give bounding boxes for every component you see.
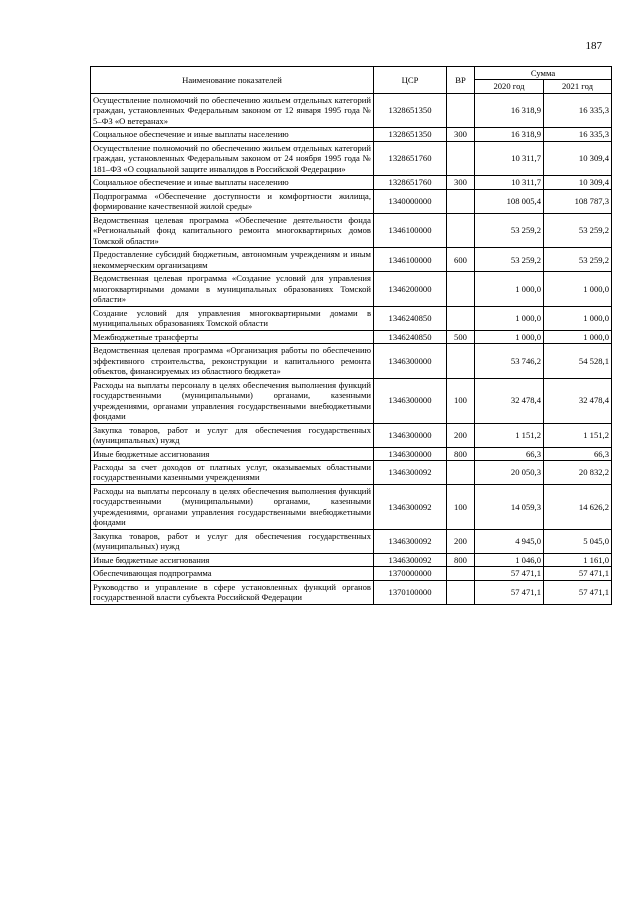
- table-row: [91, 306, 612, 330]
- row-name: Социальное обеспечение и иные выплаты населению: [91, 176, 374, 189]
- row-name: Осуществление полномочий по обеспечению жильем отдельных категорий граждан, установленных Федеральным законом от 12 января 1995 года № 5–ФЗ «О ветеранах»: [91, 93, 374, 127]
- budget-table: [90, 66, 612, 605]
- row-sum-2020: 57 471,1: [475, 567, 544, 580]
- row-sum-2021: 54 528,1: [544, 344, 612, 378]
- row-sum-2020: 1 151,2: [475, 423, 544, 447]
- table-row: [91, 128, 612, 141]
- row-csr: 1346200000: [374, 272, 447, 306]
- table-row: [91, 447, 612, 460]
- table-row: [91, 580, 612, 604]
- table-row: [91, 330, 612, 343]
- table-row: [91, 93, 612, 127]
- row-sum-2020: 1 046,0: [475, 553, 544, 566]
- row-vr: [447, 460, 475, 484]
- row-csr: 1328651760: [374, 176, 447, 189]
- row-sum-2020: 1 000,0: [475, 330, 544, 343]
- row-name: Ведомственная целевая программа «Создание условий для управления многоквартирными домами в муниципальных образованиях Томской области»: [91, 272, 374, 306]
- row-csr: 1346300092: [374, 529, 447, 553]
- row-vr: 200: [447, 423, 475, 447]
- row-name: Подпрограмма «Обеспечение доступности и комфортности жилища, формирование качественной жилой среды»: [91, 189, 374, 213]
- table-row: [91, 248, 612, 272]
- row-csr: 1346300000: [374, 423, 447, 447]
- row-name: Осуществление полномочий по обеспечению жильем отдельных категорий граждан, установленных Федеральным законом от 24 ноября 1995 года № 181–ФЗ «О социальной защите инвалидов в Российской Федерации»: [91, 141, 374, 175]
- row-sum-2021: 108 787,3: [544, 189, 612, 213]
- row-sum-2020: 16 318,9: [475, 93, 544, 127]
- row-csr: 1370100000: [374, 580, 447, 604]
- row-name: Обеспечивающая подпрограмма: [91, 567, 374, 580]
- row-vr: 200: [447, 529, 475, 553]
- row-vr: 600: [447, 248, 475, 272]
- row-sum-2020: 20 050,3: [475, 460, 544, 484]
- table-row: [91, 272, 612, 306]
- row-csr: 1346100000: [374, 213, 447, 247]
- row-vr: 800: [447, 447, 475, 460]
- row-sum-2020: 1 000,0: [475, 306, 544, 330]
- row-sum-2020: 57 471,1: [475, 580, 544, 604]
- row-sum-2021: 1 000,0: [544, 330, 612, 343]
- table-body: [91, 93, 612, 604]
- row-sum-2021: 10 309,4: [544, 176, 612, 189]
- row-name: Предоставление субсидий бюджетным, автономным учреждениям и иным некоммерческим организациям: [91, 248, 374, 272]
- header-csr: ЦСР: [374, 67, 447, 94]
- row-vr: [447, 567, 475, 580]
- row-vr: [447, 93, 475, 127]
- row-name: Ведомственная целевая программа «Организация работы по обеспечению эффективного строительства, реконструкции и капитального ремонта объектов, финансируемых из областного бюджета»: [91, 344, 374, 378]
- row-sum-2020: 1 000,0: [475, 272, 544, 306]
- row-sum-2020: 66,3: [475, 447, 544, 460]
- row-sum-2021: 16 335,3: [544, 93, 612, 127]
- row-vr: 300: [447, 128, 475, 141]
- row-csr: 1346300000: [374, 378, 447, 423]
- row-csr: 1370000000: [374, 567, 447, 580]
- row-sum-2021: 53 259,2: [544, 248, 612, 272]
- row-sum-2021: 20 832,2: [544, 460, 612, 484]
- row-csr: 1328651760: [374, 141, 447, 175]
- table-row: [91, 189, 612, 213]
- row-csr: 1328651350: [374, 93, 447, 127]
- row-name: Руководство и управление в сфере установленных функций органов государственной власти субъекта Российской Федерации: [91, 580, 374, 604]
- row-csr: 1346300092: [374, 460, 447, 484]
- row-sum-2020: 53 259,2: [475, 213, 544, 247]
- row-name: Межбюджетные трансферты: [91, 330, 374, 343]
- row-sum-2020: 10 311,7: [475, 176, 544, 189]
- row-csr: 1340000000: [374, 189, 447, 213]
- row-name: Иные бюджетные ассигнования: [91, 553, 374, 566]
- row-csr: 1346300000: [374, 447, 447, 460]
- row-sum-2021: 1 000,0: [544, 272, 612, 306]
- table-row: [91, 553, 612, 566]
- header-name: Наименование показателей: [91, 67, 374, 94]
- row-vr: [447, 306, 475, 330]
- row-name: Закупка товаров, работ и услуг для обеспечения государственных (муниципальных) нужд: [91, 529, 374, 553]
- row-sum-2021: 57 471,1: [544, 567, 612, 580]
- row-name: Расходы за счет доходов от платных услуг, оказываемых областными государственными казенными учреждениями: [91, 460, 374, 484]
- row-sum-2020: 53 259,2: [475, 248, 544, 272]
- row-name: Создание условий для управления многоквартирными домами в муниципальных образованиях Томской области: [91, 306, 374, 330]
- row-name: Социальное обеспечение и иные выплаты населению: [91, 128, 374, 141]
- row-sum-2021: 1 161,0: [544, 553, 612, 566]
- row-name: Ведомственная целевая программа «Обеспечение деятельности фонда «Региональный фонд капитального ремонта многоквартирных домов Томской области»: [91, 213, 374, 247]
- table-row: [91, 213, 612, 247]
- page-number: 187: [585, 40, 602, 52]
- row-name: Закупка товаров, работ и услуг для обеспечения государственных (муниципальных) нужд: [91, 423, 374, 447]
- row-sum-2021: 57 471,1: [544, 580, 612, 604]
- table-row: [91, 423, 612, 447]
- row-csr: 1328651350: [374, 128, 447, 141]
- row-sum-2021: 32 478,4: [544, 378, 612, 423]
- row-vr: 300: [447, 176, 475, 189]
- row-sum-2020: 53 746,2: [475, 344, 544, 378]
- row-csr: 1346300000: [374, 344, 447, 378]
- row-vr: 500: [447, 330, 475, 343]
- row-vr: 100: [447, 484, 475, 529]
- row-sum-2020: 16 318,9: [475, 128, 544, 141]
- row-sum-2021: 66,3: [544, 447, 612, 460]
- row-vr: 100: [447, 378, 475, 423]
- row-vr: [447, 141, 475, 175]
- header-2020: 2020 год: [475, 80, 544, 93]
- table-row: [91, 529, 612, 553]
- table-row: [91, 141, 612, 175]
- header-sum: Сумма: [475, 67, 612, 80]
- table-row: [91, 378, 612, 423]
- row-csr: 1346240850: [374, 330, 447, 343]
- table-row: [91, 344, 612, 378]
- row-vr: [447, 344, 475, 378]
- row-sum-2021: 10 309,4: [544, 141, 612, 175]
- row-sum-2021: 14 626,2: [544, 484, 612, 529]
- row-vr: [447, 580, 475, 604]
- row-name: Расходы на выплаты персоналу в целях обеспечения выполнения функций государственными (муниципальными) органами, казенными учреждениями, органами управления государственными внебюджетными фондами: [91, 378, 374, 423]
- row-sum-2021: 1 000,0: [544, 306, 612, 330]
- row-sum-2020: 4 945,0: [475, 529, 544, 553]
- row-name: Иные бюджетные ассигнования: [91, 447, 374, 460]
- row-vr: [447, 272, 475, 306]
- row-sum-2021: 1 151,2: [544, 423, 612, 447]
- table-row: [91, 176, 612, 189]
- table-row: [91, 484, 612, 529]
- row-sum-2021: 16 335,3: [544, 128, 612, 141]
- row-csr: 1346100000: [374, 248, 447, 272]
- row-csr: 1346300092: [374, 484, 447, 529]
- row-vr: [447, 213, 475, 247]
- header-2021: 2021 год: [544, 80, 612, 93]
- row-csr: 1346300092: [374, 553, 447, 566]
- table-row: [91, 567, 612, 580]
- row-sum-2020: 32 478,4: [475, 378, 544, 423]
- row-sum-2020: 14 059,3: [475, 484, 544, 529]
- row-csr: 1346240850: [374, 306, 447, 330]
- row-sum-2021: 53 259,2: [544, 213, 612, 247]
- row-name: Расходы на выплаты персоналу в целях обеспечения выполнения функций государственными (муниципальными) органами, казенными учреждениями, органами управления государственными внебюджетными фондами: [91, 484, 374, 529]
- row-sum-2021: 5 045,0: [544, 529, 612, 553]
- row-sum-2020: 10 311,7: [475, 141, 544, 175]
- header-vr: ВР: [447, 67, 475, 94]
- table-row: [91, 460, 612, 484]
- row-sum-2020: 108 005,4: [475, 189, 544, 213]
- table-header: [91, 67, 612, 94]
- row-vr: 800: [447, 553, 475, 566]
- row-vr: [447, 189, 475, 213]
